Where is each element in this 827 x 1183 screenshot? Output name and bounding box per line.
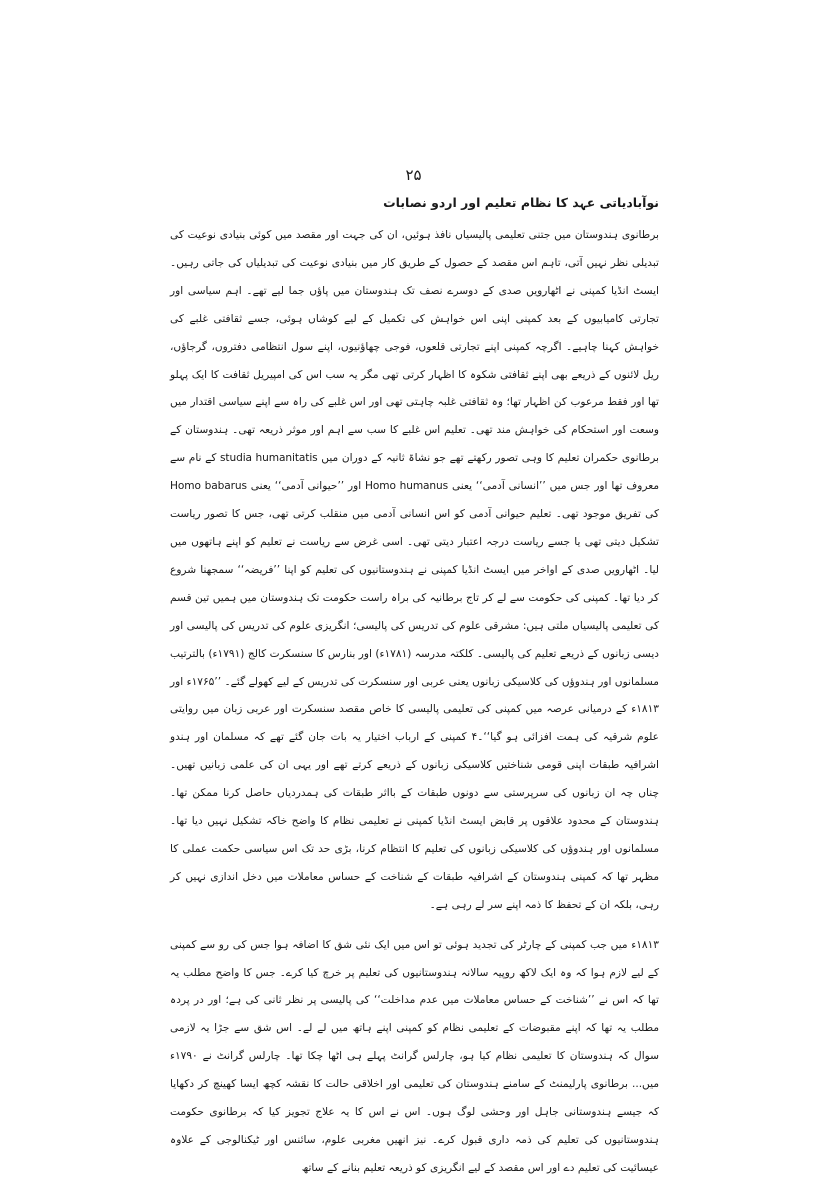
page-body <box>170 190 659 1183</box>
body-paragraph-2: ۱۸۱۳ء میں جب کمپنی کے چارٹر کی تجدید ہوئی تو اس میں ایک نئی شق کا اضافہ ہوا جس کی رو سے کمپنی کے لیے لازم ہوا کہ وہ ایک لاکھ روپیہ سالانہ ہندوستانیوں کی تعلیم پر خرچ کیا کرے۔ جس کا واضح مطلب یہ تھا کہ اس نے ’’شناخت کے حساس معاملات میں عدم مداخلت‘‘ کی پالیسی پر نظر ثانی کی ہے؛ اور در پردہ مطلب یہ تھا کہ اپنے مقبوضات کے تعلیمی نظام کو کمپنی اپنے ہاتھ میں لے لے۔ اس شق سے جڑا یہ لازمی سوال کہ ہندوستان کا تعلیمی نظام کیا ہو، چارلس گرانٹ پہلے ہی اٹھا چکا تھا۔ چارلس گرانٹ نے ۱۷۹۰ء میں... برطانوی پارلیمنٹ کے سامنے ہندوستان کی تعلیمی اور اخلاقی حالت کا نقشہ کچھ ایسا کھینچ کر دکھایا کہ جیسے ہندوستانی جاہل اور وحشی لوگ ہوں۔ اس نے اس کا یہ علاج تجویز کیا کہ برطانوی حکومت ہندوستانیوں کی تعلیم کی ذمہ داری قبول کرے۔ نیز انھیں مغربی علوم، سائنس اور ٹیکنالوجی کے علاوہ عیسائیت کی تعلیم دے اور اس مقصد کے لیے انگریزی کو ذریعہ تعلیم بنانے کے ساتھ <box>170 938 659 1174</box>
body-paragraph-1: برطانوی ہندوستان میں جتنی تعلیمی پالیسیاں نافذ ہوئیں، ان کی جہت اور مقصد میں کوئی بنیادی نوعیت کی تبدیلی نظر نہیں آتی، تاہم اس مقصد کے حصول کے طریق کار میں بنیادی نوعیت کی تبدیلیاں کی جاتی رہیں۔ ایسٹ انڈیا کمپنی نے اٹھارویں صدی کے دوسرے نصف تک ہندوستان میں پاؤں جما لیے تھے۔ اہم سیاسی اور تجارتی کامیابیوں کے بعد کمپنی اپنی اس خواہش کی تکمیل کے لیے کوشاں ہوئی، جسے ثقافتی غلبے کی خواہش کہنا چاہیے۔ اگرچہ کمپنی اپنے تجارتی قلعوں، فوجی چھاؤنیوں، اپنے سول انتظامی دفتروں، گرجاؤں، ریل لائنوں کے ذریعے بھی اپنے ثقافتی شکوہ کا اظہار کرتی تھی مگر یہ سب اس کی امپیریل ثقافت کا ایک پہلو تھا اور فقط مرعوب کن اظہار تھا؛ وہ ثقافتی غلبہ چاہتی تھی اور اس غلبے کی راہ سے اپنے سیاسی اقتدار میں وسعت اور استحکام کی خواہش مند تھی۔ تعلیم اس غلبے کا سب سے اہم اور موثر ذریعہ تھی۔ ہندوستان کے برطانوی حکمران تعلیم کا وہی تصور رکھتے تھے جو نشاۃ ثانیہ کے دوران میں studia humanitatis کے نام سے معروف تھا اور جس میں ’’انسانی آدمی‘‘ یعنی Homo humanus اور ’’حیوانی آدمی‘‘ یعنی Homo babarus کی تفریق موجود تھی۔ تعلیم حیوانی آدمی کو اس انسانی آدمی میں منقلب کرتی تھی، جس کا تصور ریاست تشکیل دیتی تھی یا جسے ریاست درجہ اعتبار دیتی تھی۔ اسی غرض سے ریاست نے تعلیم کو اپنے ہاتھوں میں لیا۔ اٹھارویں صدی کے اواخر میں ایسٹ انڈیا کمپنی نے ہندوستانیوں کی تعلیم کو اپنا ’’فریضہ‘‘ سمجھنا شروع کر دیا تھا۔ کمپنی کی حکومت سے لے کر تاج برطانیہ کی براہ راست حکومت تک ہندوستان میں ہمیں تین قسم کی تعلیمی پالیسیاں ملتی ہیں: مشرقی علوم کی تدریس کی پالیسی؛ انگریزی علوم کی تدریس کی پالیسی اور دیسی زبانوں کے ذریعے تعلیم کی پالیسی۔ کلکتہ مدرسہ (۱۷۸۱ء) اور بنارس کا سنسکرت کالج (۱۷۹۱ء) بالترتیب مسلمانوں اور ہندوؤں کی کلاسیکی زبانوں یعنی عربی اور سنسکرت کی تدریس کے لیے کھولے گئے۔ ’’۱۷۶۵ء اور ۱۸۱۳ء کے درمیانی عرصہ میں کمپنی کی تعلیمی پالیسی کا خاص مقصد سنسکرت اور عربی زبان میں روایتی علوم شرقیہ کی ہمت افزائی ہو گیا‘‘۔۴ کمپنی کے ارباب اختیار یہ بات جان گئے تھے کہ مسلمان اور ہندو اشرافیہ طبقات اپنی قومی شناختیں کلاسیکی زبانوں کے ذریعے کرتے تھے اور یہی ان کی علمی زبانیں تھیں۔ چناں چہ ان زبانوں کی سرپرستی سے دونوں طبقات کے بااثر طبقات کی ہمدردیاں حاصل کرنا ممکن تھا۔ ہندوستان کے محدود علاقوں پر قابض ایسٹ انڈیا کمپنی نے تعلیمی نظام کا واضح خاکہ تشکیل نہیں دیا تھا۔ مسلمانوں اور ہندوؤں کی کلاسیکی زبانوں کی تعلیم کا انتظام کرنا، بڑی حد تک اس سیاسی حکمت عملی کا مظہر تھا کہ کمپنی ہندوستان کے اشرافیہ طبقات کے شناخت کے حساس معاملات میں دخل اندازی نہیں کر رہی، بلکہ ان کے تحفظ کا ذمہ اپنے سر لے رہی ہے۔ <box>170 229 659 911</box>
section-heading: نوآبادیاتی عہد کا نظام تعلیم اور اردو نصابات <box>383 195 659 210</box>
page-number: ۲۵ <box>405 166 422 184</box>
